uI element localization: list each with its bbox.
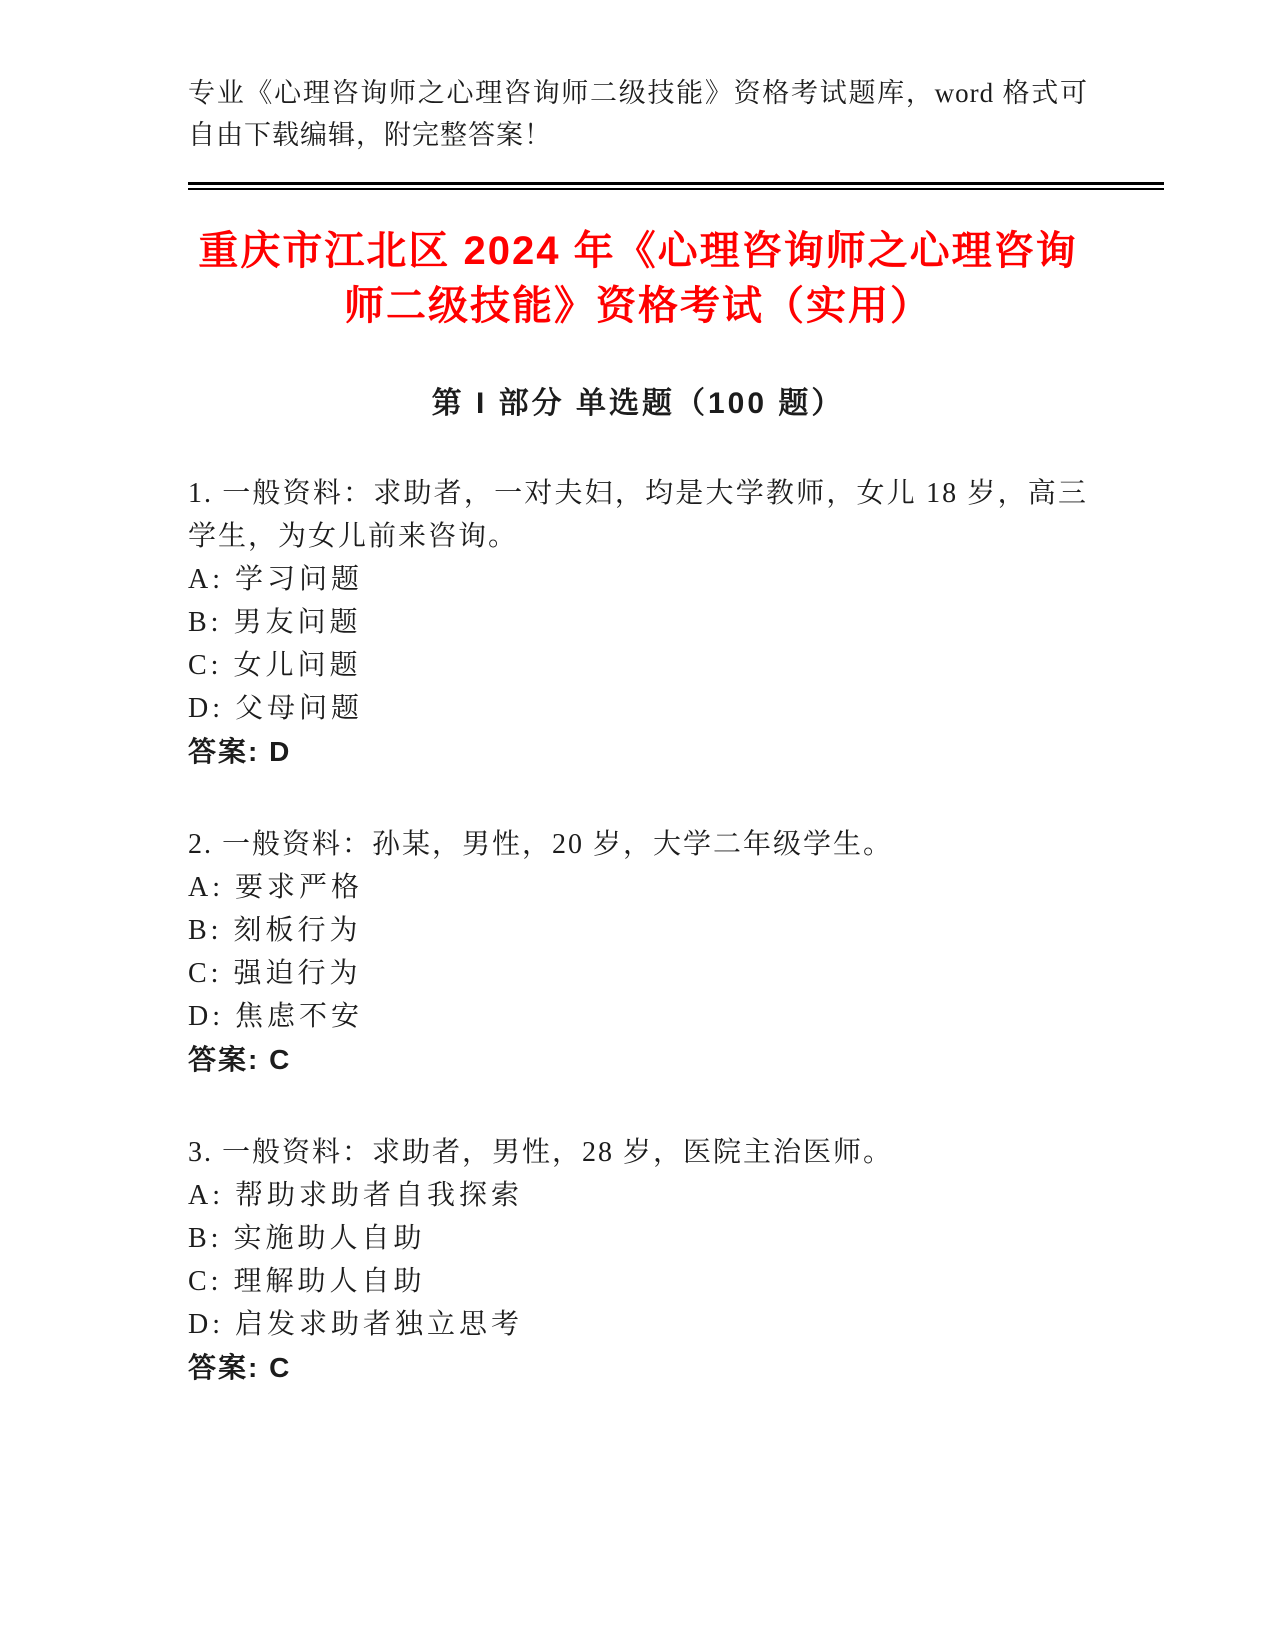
option-a: A: 要求严格 [188,872,364,903]
question-block-1 [188,472,1088,773]
option-d: D: 启发求助者独立思考 [188,1309,524,1340]
doc-title: 重庆市江北区 2024 年《心理咨询师之心理咨询师二级技能》资格考试（实用） [198,229,1078,328]
option-d: D: 父母问题 [188,693,364,724]
option-c: C: 女儿问题 [188,650,362,681]
header-note: 专业《心理咨询师之心理咨询师二级技能》资格考试题库，word 格式可自由下载编辑，附完整答案！ [188,78,1088,150]
option-a: A: 学习问题 [188,564,364,595]
question-stem: 1. 一般资料：求助者，一对夫妇，均是大学教师，女儿 18 岁，高三学生，为女儿前来咨询。 [188,478,1088,552]
answer-line: 答案: C [188,1352,292,1383]
header-divider-rule [188,182,1164,190]
question-stem: 2. 一般资料：孙某，男性，20 岁，大学二年级学生。 [188,829,894,860]
option-c: C: 强迫行为 [188,958,362,989]
option-c: C: 理解助人自助 [188,1266,426,1297]
question-stem: 3. 一般资料：求助者，男性，28 岁，医院主治医师。 [188,1137,894,1168]
option-b: B: 实施助人自助 [188,1223,426,1254]
option-d: D: 焦虑不安 [188,1001,364,1032]
section-heading: 第 I 部分 单选题（100 题） [431,387,845,420]
answer-line: 答案: D [188,736,292,767]
answer-line: 答案: C [188,1044,292,1075]
question-block-2 [188,823,1088,1081]
question-block-3 [188,1131,1088,1389]
option-b: B: 刻板行为 [188,915,362,946]
option-b: B: 男友问题 [188,607,362,638]
option-a: A: 帮助求助者自我探索 [188,1180,524,1211]
